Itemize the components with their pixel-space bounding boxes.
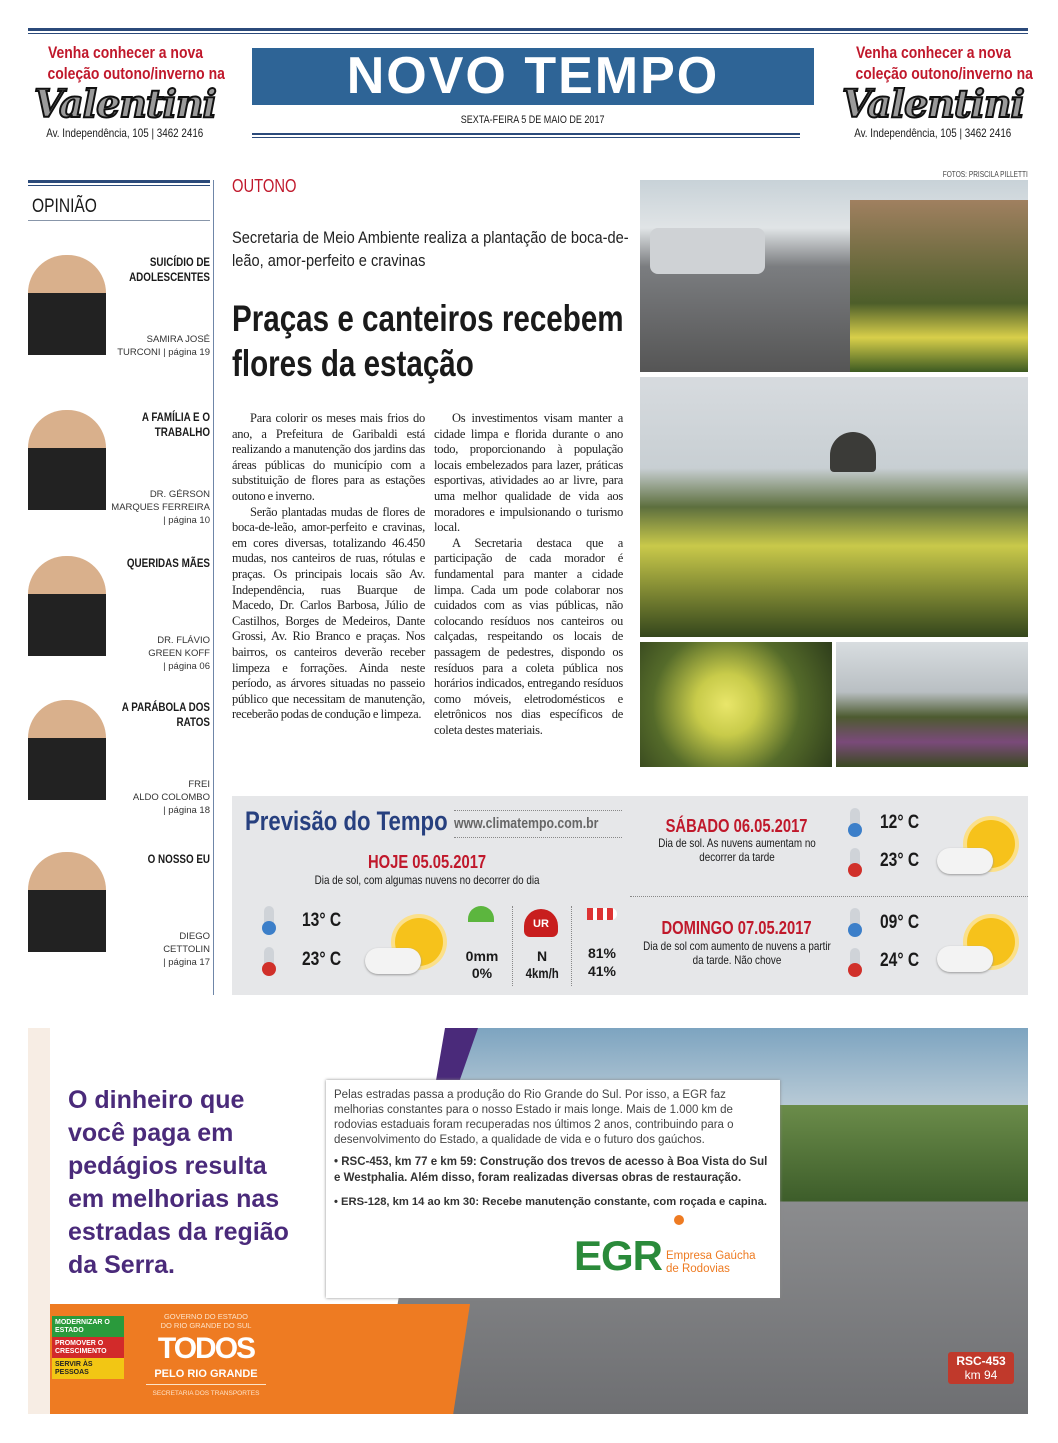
ad-headline: O dinheiro que você paga em pedágios resulta em melhorias nas estradas da região da Serra.: [68, 1086, 289, 1279]
egr-name: Empresa Gaúcha de Rodovias: [666, 1250, 756, 1275]
ad-body: Pelas estradas passa a produção do Rio Grande do Sul. Por isso, a EGR faz melhorias constantes para o nosso Estado ir mais longe. Mais de 1.000 km de rodovias estaduais foram recuperadas nos últimos 2 anos, contribuindo para o desenvolvimento do Estado, a qualidade de vida e o futuro dos gaúchos.: [334, 1089, 734, 1146]
article-column-2: [434, 411, 623, 738]
sunday-min: 09° C: [880, 912, 920, 933]
masthead: NOVO TEMPO: [252, 48, 814, 105]
opinion-title: SUICÍDIO DE ADOLESCENTES: [129, 255, 210, 284]
ad-bullet-2: • ERS-128, km 14 ao km 30: Recebe manutenção constante, com roçada e capina.: [334, 1196, 767, 1208]
author-photo: [28, 255, 106, 355]
todos-logo: TODOS: [157, 1332, 255, 1365]
gov-label: GOVERNO DO ESTADO DO RIO GRANDE DO SUL: [160, 1312, 252, 1330]
paragraph: A Secretaria destaca que a participação de cada morador é fundamental para manter a cidade limpa. Cada um pode colaborar nos cuidados com as vias públicas, não colocando resíduos nos canteiros ou calçadas, respeitando os locais de passagem de pedestres, dispondo os resíduos para a coleta pública nos horários indicados, entregando resíduos como móveis, eletrodomésticos e eletrônicos nos dias específicos de coleta destes materiais.: [434, 535, 623, 737]
ad-line1: Venha conhecer a nova: [855, 43, 1011, 62]
photo-bell-flowers: [640, 377, 1028, 637]
ad-bullet-1: • RSC-453, km 77 e km 59: Construção dos trevos de acesso à Boa Vista do Sul e Westphalia. Além disso, foram realizadas diversas obras de restauração.: [334, 1156, 768, 1184]
divider: [630, 896, 1028, 897]
humidity: 81% 41%: [587, 945, 617, 979]
weather-source-link[interactable]: www.climatempo.com.br: [454, 810, 622, 838]
saturday-label: SÁBADO 06.05.2017: [666, 816, 808, 836]
thermometer-cold-icon: [850, 908, 860, 934]
valentini-logo: Valentini: [842, 81, 1024, 126]
egr-logo-mark-icon: [674, 1215, 684, 1225]
sunday-max: 24° C: [880, 950, 920, 971]
thermometer-cold-icon: [264, 906, 274, 932]
saturday-desc: Dia de sol. As nuvens aumentam no decorrer da tarde: [658, 836, 816, 864]
ad-line2: coleção outono/inverno na: [855, 64, 1033, 83]
opinion-title: QUERIDAS MÃES: [126, 556, 210, 570]
opinion-item[interactable]: [28, 700, 210, 820]
weather-forecast: [232, 796, 1028, 995]
saturday-max: 23° C: [880, 850, 920, 871]
today-label: HOJE 05.05.2017: [367, 852, 487, 872]
opinion-title: O NOSSO EU: [147, 852, 210, 866]
article-section: OUTONO: [232, 176, 297, 196]
opinion-item[interactable]: [28, 255, 210, 375]
divider: [146, 1384, 266, 1385]
article-headline: Praças e canteiros recebem flores da estação: [232, 298, 624, 384]
valentini-logo: Valentini: [34, 81, 216, 126]
article-column-1: [232, 411, 425, 723]
edge-strip: [28, 1028, 50, 1414]
sidebar-rule: [28, 180, 210, 186]
ad-line2: coleção outono/inverno na: [47, 64, 225, 83]
paragraph: Para colorir os meses mais frios do ano, a Prefeitura de Garibaldi está realizando a manutenção dos jardins das áreas públicas do município com a substituição de flores para as estações outono e inverno.: [232, 411, 425, 503]
today-min: 13° C: [302, 910, 342, 931]
wind: N 4km/h: [525, 948, 559, 981]
author-photo: [28, 410, 106, 510]
ad-text-panel: [326, 1080, 780, 1298]
ad-line1: Venha conhecer a nova: [47, 43, 203, 62]
author-photo: [28, 700, 106, 800]
opinion-item[interactable]: [28, 852, 210, 972]
photo-flower-bee: [640, 642, 832, 767]
valentini-ad-right[interactable]: [836, 42, 1033, 140]
ad-address: Av. Independência, 105 | 3462 2416: [854, 126, 1012, 140]
sunday-desc: Dia de sol com aumento de nuvens a partir da tarde. Não chove: [643, 939, 831, 967]
opinion-title: A FAMÍLIA E O TRABALHO: [141, 410, 210, 439]
author-photo: [28, 852, 106, 952]
opinion-author: DIEGO CETTOLIN | página 17: [163, 931, 210, 968]
opinion-title: A PARÁBOLA DOS RATOS: [121, 700, 210, 729]
photo-credit: FOTOS: PRISCILA PILLETTI: [942, 170, 1028, 179]
road-sign: RSC-453 km 94: [948, 1352, 1014, 1384]
thermometer-hot-icon: [850, 848, 860, 874]
masthead-rule: [252, 133, 800, 138]
ur-badge-icon: UR: [524, 909, 558, 937]
opinion-item[interactable]: [28, 410, 210, 530]
opinion-author: SAMIRA JOSÉ TURCONI | página 19: [117, 334, 210, 358]
divider: [512, 906, 513, 986]
today-max: 23° C: [302, 949, 342, 970]
thermometer-hot-icon: [264, 947, 274, 973]
photo-bench-flowers: [836, 642, 1028, 767]
opinion-author: FREI ALDO COLOMBO | página 18: [132, 779, 210, 816]
rain: 0mm 0%: [465, 948, 499, 981]
pelo-rio-grande: PELO RIO GRANDE: [154, 1368, 258, 1380]
opinion-author: DR. GÉRSON MARQUES FERREIRA | página 10: [111, 489, 210, 526]
thermometer-hot-icon: [850, 948, 860, 974]
thermometer-cold-icon: [850, 808, 860, 834]
article-subtitle: Secretaria de Meio Ambiente realiza a plantação de boca-de-leão, amor-perfeito e cravinas: [232, 228, 629, 270]
top-rule: [28, 28, 1028, 34]
umbrella-rain-icon: [468, 906, 494, 922]
pillars: MODERNIZAR O ESTADO PROMOVER O CRESCIMENTO SERVIR ÀS PESSOAS: [52, 1316, 124, 1379]
windsock-icon: [587, 908, 617, 920]
sidebar-title: OPINIÃO: [32, 196, 97, 217]
edition-date: SEXTA-FEIRA 5 DE MAIO DE 2017: [461, 114, 605, 126]
sunday-label: DOMINGO 07.05.2017: [661, 918, 813, 938]
valentini-ad-left[interactable]: [28, 42, 225, 140]
flowerbed: [850, 200, 1028, 372]
ad-address: Av. Independência, 105 | 3462 2416: [46, 126, 204, 140]
bell: [830, 432, 876, 472]
author-photo: [28, 556, 106, 656]
opinion-author: DR. FLÁVIO GREEN KOFF | página 06: [148, 635, 210, 672]
car: [650, 228, 765, 274]
divider: [571, 906, 572, 986]
secretaria: SECRETARIA DOS TRANSPORTES: [152, 1390, 260, 1397]
paragraph: Serão plantadas mudas de flores de boca-de-leão, amor-perfeito e cravinas, em cores diversas, totalizando 46.450 mudas, nos canteiros de ruas, rótulas e praças. Os principais locais são Av. Independência, ruas Buarque de Macedo, Dr. Carlos Barbosa, Júlio de Castilhos, Borges de Medeiros, Dante Grossi, Av. Rio Branco e praças. Nos bairros, os canteiros deverão receber limpeza e forrações. Ainda neste período, as árvores situadas no passeio público que necessitam de manutenção, receberão podas de condução e limpeza.: [232, 504, 425, 722]
sidebar-vertical-rule: [213, 180, 214, 995]
egr-advertisement[interactable]: [28, 1028, 1028, 1414]
egr-logo: EGR: [574, 1232, 663, 1279]
today-desc: Dia de sol, com algumas nuvens no decorrer do dia: [314, 873, 540, 887]
saturday-min: 12° C: [880, 812, 920, 833]
sidebar-divider: [28, 220, 210, 221]
weather-title: Previsão do Tempo: [245, 806, 448, 836]
opinion-item[interactable]: [28, 556, 210, 676]
photo-street-flowerbed: [640, 180, 1028, 372]
paragraph: Os investimentos visam manter a cidade limpa e florida durante o ano todo, proporcionando à população locais embelezados para lazer, práticas esportivas, atividades ao ar livre, para uma melhor qualidade de vida aos moradores e impulsionando o turismo local.: [434, 411, 623, 535]
